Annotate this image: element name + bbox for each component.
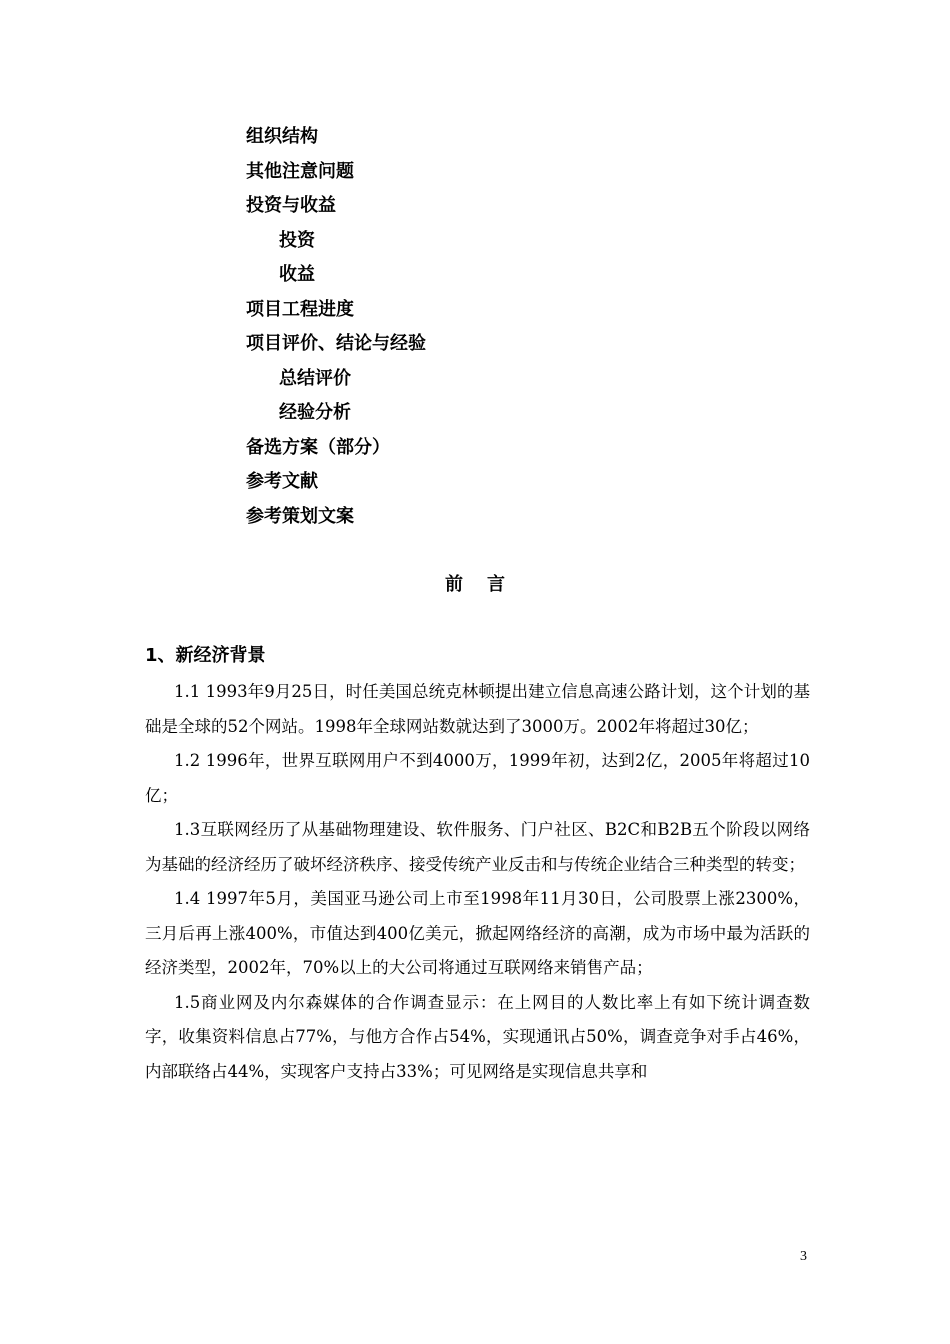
toc-subitem: 总结评价 bbox=[279, 367, 351, 389]
toc-subitem: 经验分析 bbox=[279, 402, 351, 423]
paragraph: 1.1 1993年9月25日，时任美国总统克林顿提出建立信息高速公路计划，这个计划的基础是全球的52个网站。1998年全球网站数就达到了3000万。2002年将超过30亿； bbox=[145, 682, 810, 736]
toc-subitem: 投资 bbox=[279, 229, 315, 251]
toc-item: 项目工程进度 bbox=[246, 298, 354, 320]
section-content bbox=[145, 639, 810, 1089]
preface-heading: 前言 bbox=[445, 574, 529, 595]
toc-item: 参考策划文案 bbox=[246, 505, 354, 527]
toc-item: 组织结构 bbox=[246, 126, 318, 147]
toc-item: 项目评价、结论与经验 bbox=[246, 333, 426, 354]
toc-item: 投资与收益 bbox=[246, 195, 336, 216]
table-of-contents bbox=[246, 120, 746, 534]
paragraph: 1.5商业网及内尔森媒体的合作调查显示：在上网目的人数比率上有如下统计调查数字，收集资料信息占77%，与他方合作占54%，实现通讯占50%，调查竞争对手占46%，内部联络占44%，实现客户支持占33%；可见网络是实现信息共享和 bbox=[145, 992, 810, 1081]
paragraph: 1.4 1997年5月，美国亚马逊公司上市至1998年11月30日，公司股票上涨2300%，三月后再上涨400%，市值达到400亿美元，掀起网络经济的高潮，成为市场中最为活跃的经济类型，2002年，70%以上的大公司将通过互联网络来销售产品； bbox=[145, 889, 810, 977]
toc-subitem: 收益 bbox=[279, 264, 315, 285]
toc-item: 参考文献 bbox=[246, 471, 318, 492]
paragraph: 1.3互联网经历了从基础物理建设、软件服务、门户社区、B2C和B2B五个阶段以网络为基础的经济经历了破坏经济秩序、接受传统产业反击和与传统企业结合三种类型的转变； bbox=[145, 820, 810, 874]
toc-item: 备选方案（部分） bbox=[246, 436, 390, 458]
paragraph: 1.2 1996年，世界互联网用户不到4000万，1999年初，达到2亿，2005年将超过10亿； bbox=[145, 751, 810, 805]
page-number: 3 bbox=[800, 1249, 807, 1264]
section-title: 1、新经济背景 bbox=[145, 645, 266, 666]
toc-item: 其他注意问题 bbox=[246, 160, 354, 182]
